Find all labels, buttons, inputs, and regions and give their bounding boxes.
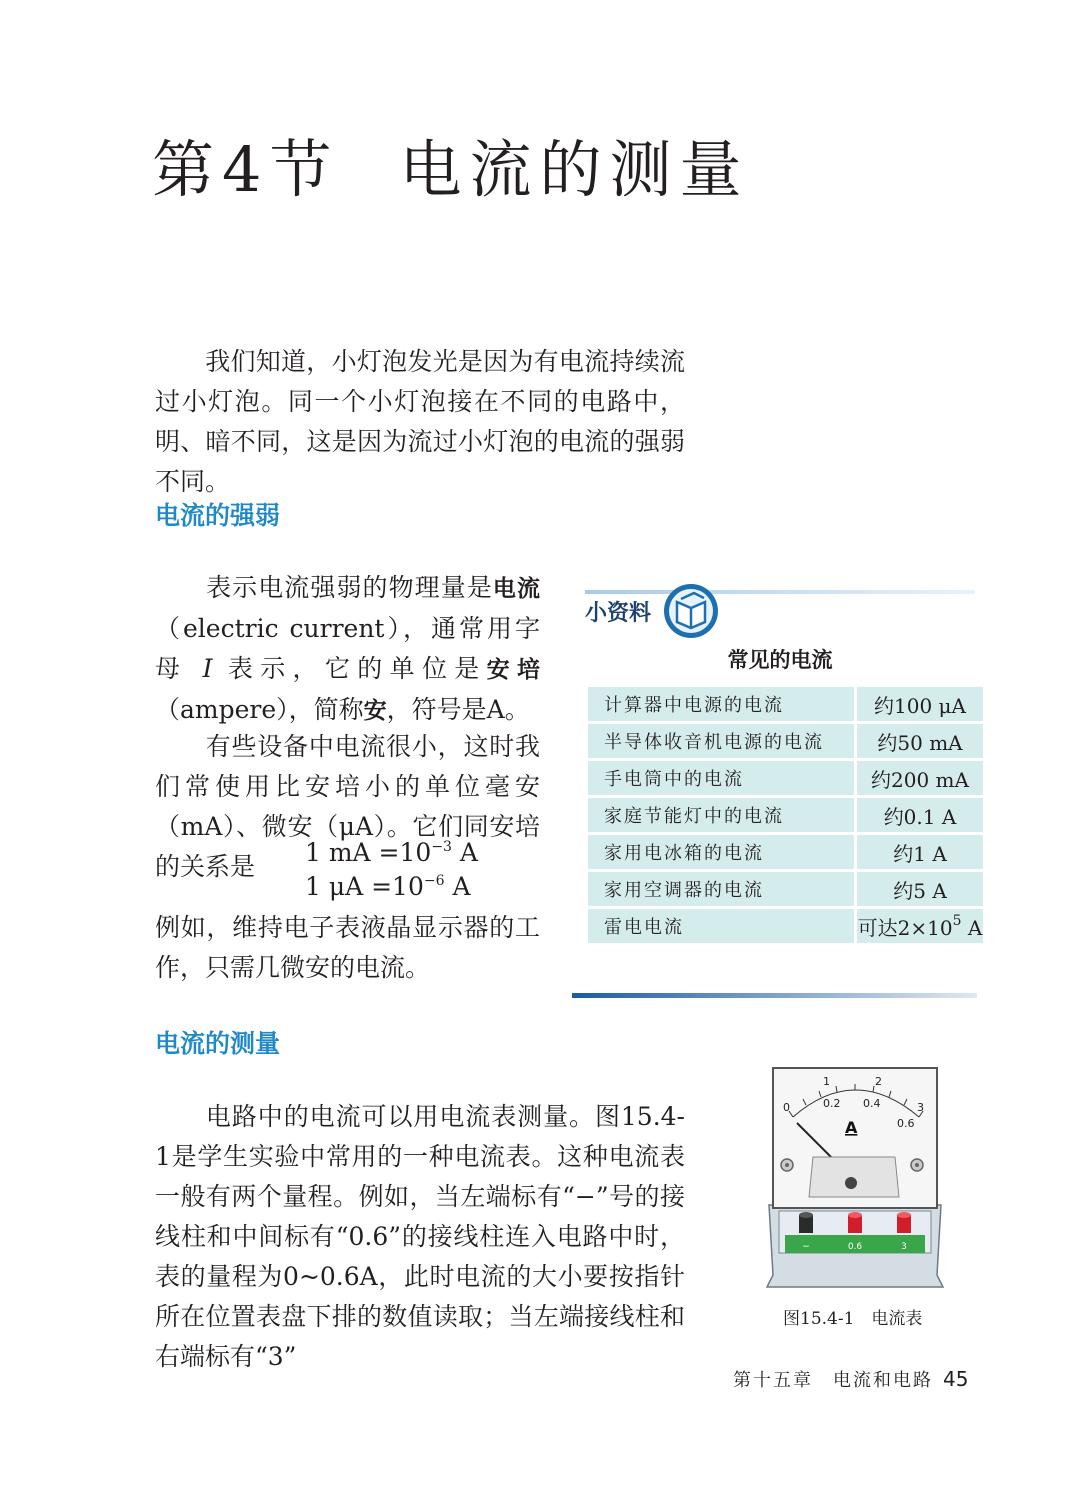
ammeter-illustration	[765, 1065, 945, 1295]
table-row	[587, 834, 985, 871]
table-cell-value: 约1 A	[856, 834, 985, 871]
table-cell-value: 可达$2\times 10^5$ A	[856, 908, 985, 945]
book-icon	[660, 582, 722, 640]
table-cell-item: 半导体收音机电源的电流	[587, 723, 856, 760]
section-number: 第4节	[152, 133, 340, 206]
equation-ua: 1 $\mu A =10^{-6}$ A	[305, 872, 471, 901]
table-cell-value: 约100 μA	[856, 686, 985, 723]
terminal-negative	[799, 1212, 813, 1233]
paragraph-current-definition: 表示电流强弱的物理量是电流（electric current），通常用字母 I 表示，它的单位是安培（ampere），简称安，符号是A。	[155, 573, 541, 724]
zero-adjust-screw	[845, 1177, 857, 1189]
terminal-3	[897, 1212, 911, 1233]
table-cell-item: 计算器中电源的电流	[587, 686, 856, 723]
keyword-an: 安	[363, 698, 387, 724]
table-cell-value: 约0.1 A	[856, 797, 985, 834]
section-heading-strength: 电流的强弱	[155, 501, 281, 530]
page-title	[152, 120, 749, 209]
chapter-title: 第十五章 电流和电路	[733, 1370, 933, 1391]
paragraph-measurement: 电路中的电流可以用电流表测量。图15.4-1是学生实验中常用的一种电流表。这种电流表一般有两个量程。例如，当左端标有“−”号的接线柱和中间标有“0.6”的接线柱连入电路中时，表的量程为0~0.6A，此时电流的大小要按指针所在位置表盘下排的数值读取；当左端接线柱和右端标有“3”	[155, 1102, 685, 1371]
equation-ma: 1 mA $=10^{-3}$ A	[305, 838, 478, 867]
info-box-label: 小资料	[585, 601, 652, 626]
terminal-label: 0.6	[847, 1242, 863, 1252]
section-title: 电流的测量	[399, 133, 750, 206]
page-footer	[733, 1366, 968, 1392]
table-cell-value: 约50 mA	[856, 723, 985, 760]
symbol-i: I	[202, 654, 213, 683]
table-row	[587, 908, 985, 945]
terminal-0-6	[848, 1212, 862, 1233]
page-number: 45	[943, 1367, 969, 1391]
table-row	[587, 871, 985, 908]
info-box-bottom-rule	[572, 993, 977, 998]
info-box-top-rule	[585, 590, 975, 594]
table-cell-item: 家用空调器的电流	[587, 871, 856, 908]
table-cell-item: 手电筒中的电流	[587, 760, 856, 797]
terminal-label: 3	[901, 1242, 907, 1252]
table-cell-item: 雷电电流	[587, 908, 856, 945]
keyword-current: 电流	[492, 576, 540, 602]
paragraph-example: 例如，维持电子表液晶显示器的工作，只需几微安的电流。	[155, 913, 540, 982]
intro-paragraph: 我们知道，小灯泡发光是因为有电流持续流过小灯泡。同一个小灯泡接在不同的电路中，明、暗不同，这是因为流过小灯泡的电流的强弱不同。	[155, 347, 685, 496]
paragraph-small-units: 有些设备中电流很小，这时我们常使用比安培小的单位毫安（mA）、微安（μA）。它们同安培的关系是	[155, 732, 540, 881]
scale-label: 0.2	[823, 1097, 841, 1110]
scale-label: 1	[823, 1075, 830, 1088]
table-row	[587, 797, 985, 834]
scale-label: 3	[917, 1101, 924, 1114]
table-row	[587, 760, 985, 797]
terminal-label: −	[802, 1242, 810, 1252]
dial-symbol: A	[845, 1118, 858, 1137]
table-cell-item: 家庭节能灯中的电流	[587, 797, 856, 834]
figure-caption: 图15.4-1 电流表	[783, 1309, 923, 1329]
section-heading-measurement: 电流的测量	[155, 1029, 281, 1058]
scale-label: 0	[783, 1101, 790, 1114]
table-cell-value: 约5 A	[856, 871, 985, 908]
table-title: 常见的电流	[727, 648, 833, 672]
table-cell-item: 家用电冰箱的电流	[587, 834, 856, 871]
table-row	[587, 686, 985, 723]
scale-label: 0.6	[897, 1117, 915, 1130]
keyword-ampere: 安培	[486, 657, 541, 683]
table-cell-value: 约200 mA	[856, 760, 985, 797]
table-row	[587, 723, 985, 760]
scale-label: 2	[875, 1075, 882, 1088]
scale-label: 0.4	[863, 1097, 881, 1110]
common-currents-table	[585, 684, 986, 946]
